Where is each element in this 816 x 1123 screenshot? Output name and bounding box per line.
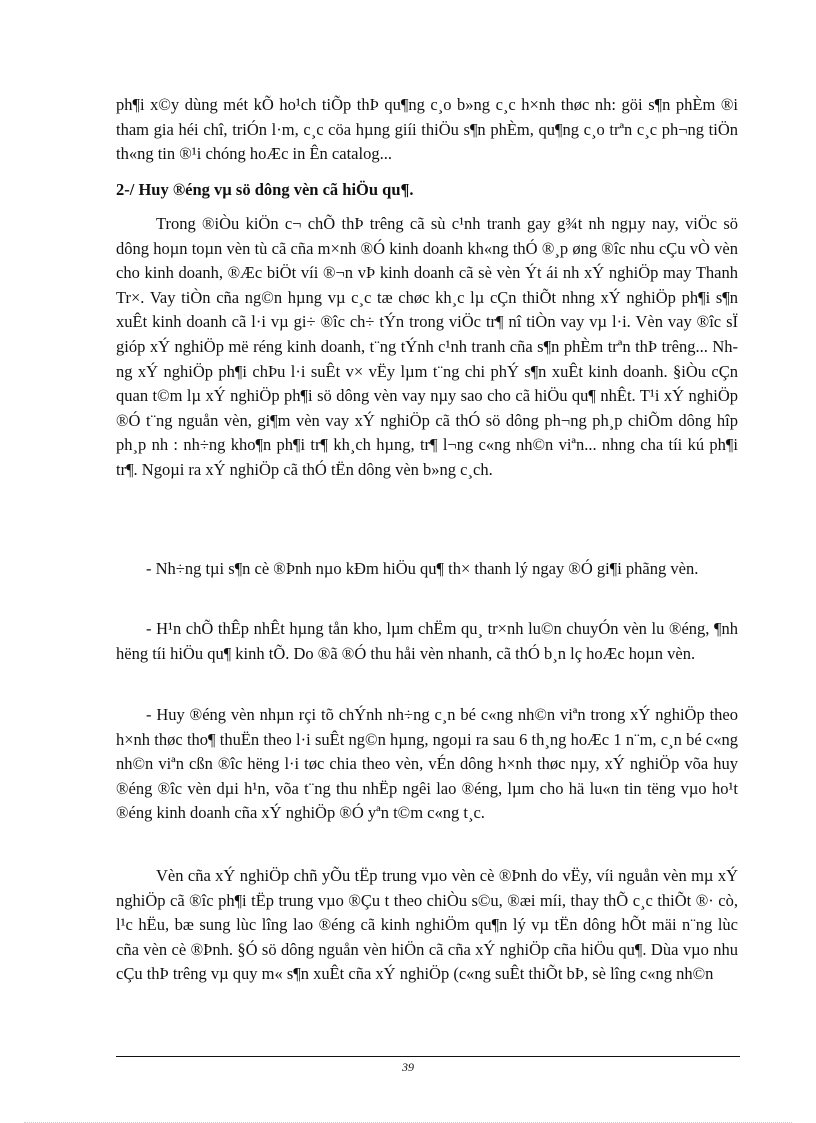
paragraph-capital: Trong ®iÒu kiÖn c¬ chÕ thÞ trêng cã sù c¹nh tranh gay g¾t nh ngµy nay, viÖc sö dông hoµn toµn vèn tù cã cña m×nh ®Ó kinh doanh kh«ng thÓ ®¸p øng ®îc nhu cÇu vÒ vèn cho kinh doanh, ®Æc biÖt víi ®¬n vÞ kinh doanh cã sè vèn Ýt ái nh xÝ nghiÖp may Thanh Tr×. Vay tiÒn cña ng©n hµng vµ c¸c tæ chøc kh¸c lµ cÇn thiÕt nhng xÝ nghiÖp ph¶i s¶n xuÊt kinh doanh cã l·i vµ gi÷ ®îc ch÷ tÝn trong viÖc tr¶ nî tiÒn vay vµ l·i. Vèn vay ®îc sÏ gióp xÝ nghiÖp më réng kinh doanh, t¨ng tÝnh c¹nh tranh cña s¶n phÈm trªn thÞ trêng... Nhng xÝ nghiÖp ph¶i chÞu l·i suÊt v× vËy lµm t¨ng chi phÝ s¶n xuÊt kinh doanh. §iÒu cÇn quan t©m lµ xÝ nghiÖp ph¶i sö dông vèn vay nµy sao cho cã hiÖu qu¶ nhÊt. T¹i xÝ nghiÖp ®Ó t¨ng nguån vèn, gi¶m vèn vay xÝ nghiÖp cã thÓ sö dông ph¬ng ph¸p chiÕm dông hîp ph¸p nh : nh÷ng kho¶n ph¶i tr¶ kh¸ch hµng, tr¶ l¬ng c«ng nh©n viªn... nhng cha tíi kú ph¶i tr¶. Ngoµi ra xÝ nghiÖp cã thÓ tËn dông vèn b»ng c¸ch. (116, 214, 738, 479)
paragraph-bullet-inventory: - H¹n chÕ thÊp nhÊt hµng tån kho, lµm chËm qu¸ tr×nh lu©n chuyÓn vèn lu ®éng, ¶nh hëng tíi hiÖu qu¶ kinh tÕ. Do ®ã ®Ó thu håi vèn nhanh, cã thÓ b¸n lç hoÆc hoµn vèn. (116, 619, 738, 663)
paragraph-bullet-fixed-assets: - Nh÷ng tµi s¶n cè ®Þnh nµo kÐm hiÖu qu¶ th× thanh lý ngay ®Ó gi¶i phãng vèn. (146, 559, 699, 578)
paragraph-bullet-staff-capital: - Huy ®éng vèn nhµn rçi tõ chÝnh nh÷ng c¸n bé c«ng nh©n viªn trong xÝ nghiÖp theo h×nh thøc tho¶ thuËn theo l·i suÊt ng©n hµng, ngoµi ra sau 6 th¸ng hoÆc 1 n¨m, c¸n bé c«ng nh©n viªn cßn ®îc hëng l·i tøc chia theo vèn, vÉn dông h×nh thøc nµy, xÝ nghiÖp võa huy ®éng ®îc vèn dµi h¹n, võa t¨ng thu nhËp ngêi lao ®éng, lµm cho hä lu«n tin tëng vµo ho¹t ®éng kinh doanh cña xÝ nghiÖp ®Ó yªn t©m c«ng t¸c. (116, 705, 738, 823)
footer-rule (116, 1056, 740, 1057)
paragraph-fixed-capital: Vèn cña xÝ nghiÖp chñ yÕu tËp trung vµo vèn cè ®Þnh do vËy, víi nguån vèn mµ xÝ nghiÖp cã ®îc ph¶i tËp trung vµo ®Çu t theo chiÒu s©u, ®æi míi, thay thÕ c¸c thiÕt ®· cò, l¹c hËu, bæ sung lùc lîng lao ®éng cã kinh nghiÖm qu¶n lý vµ tËn dông hÕt mäi n¨ng lùc cña vèn cè ®Þnh. §Ó sö dông nguån vèn hiÖn cã cña xÝ nghiÖp cña hiÖu qu¶. Dùa vµo nhu cÇu thÞ trêng vµ quy m« s¶n xuÊt cña xÝ nghiÖp (c«ng suÊt thiÕt bÞ, sè lîng c«ng nh©n (116, 866, 738, 984)
section-heading: 2-/ Huy ®éng vµ sö dông vèn cã hiÖu qu¶. (116, 180, 414, 199)
paragraph-intro: ph¶i x©y dùng mét kÕ ho¹ch tiÕp thÞ qu¶ng c¸o b»ng c¸c h×nh thøc nh: göi s¶n phÈm ®i tham gia héi chî, triÓn l·m, c¸c cöa hµng giíi thiÖu s¶n phÈm, qu¶ng c¸o trªn c¸c ph¬ng tiÖn th«ng tin ®¹i chóng hoÆc in Ên catalog... (116, 95, 738, 164)
page-number: 39 (402, 1060, 414, 1074)
